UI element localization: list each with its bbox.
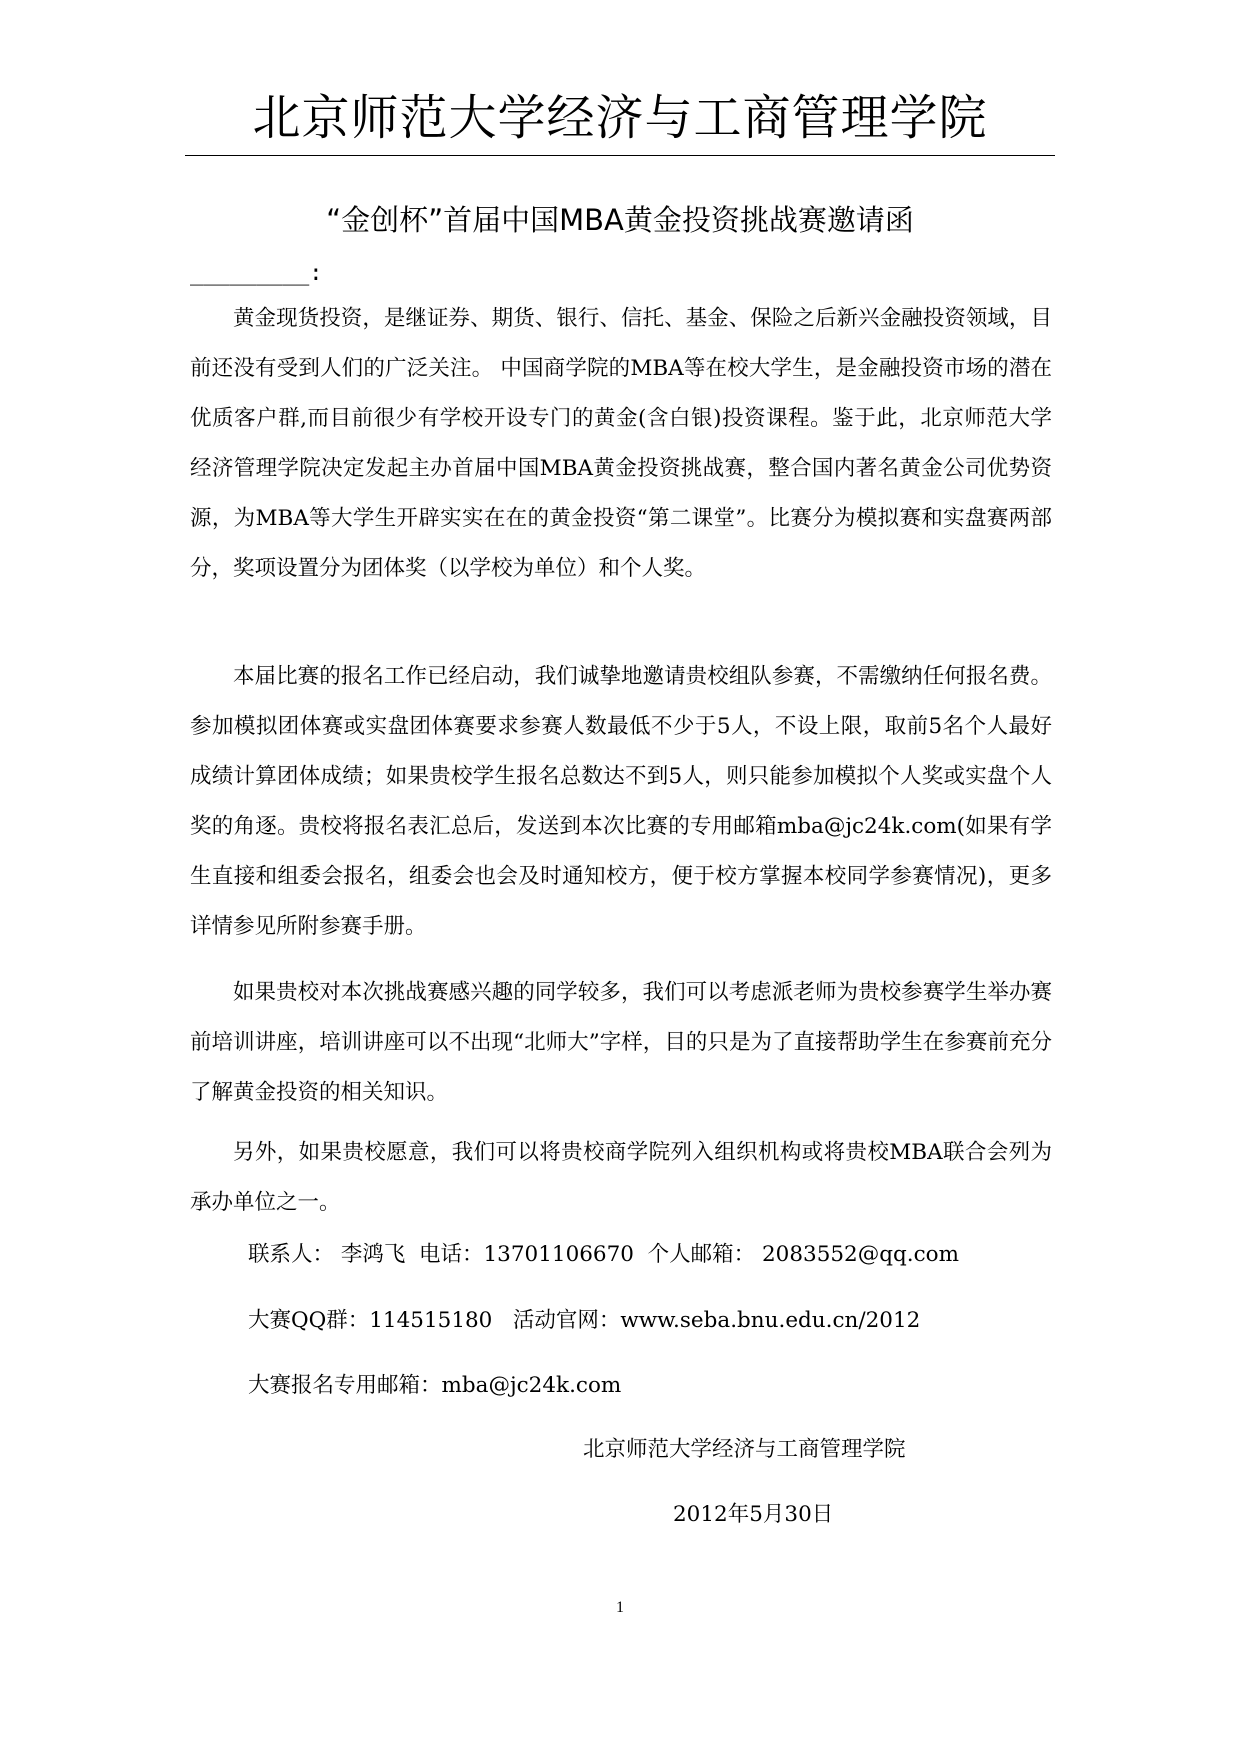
letterhead-divider xyxy=(185,155,1055,156)
page-number: 1 xyxy=(616,1599,624,1616)
paragraph-training: 如果贵校对本次挑战赛感兴趣的同学较多，我们可以考虑派老师为贵校参赛学生举办赛前培训讲座，培训讲座可以不出现“北师大”字样，目的只是为了直接帮助学生在参赛前充分了解黄金投资的相关知识。 xyxy=(190,980,1052,1105)
paragraph-introduction: 黄金现货投资，是继证券、期货、银行、信托、基金、保险之后新兴金融投资领域，目前还没有受到人们的广泛关注。 中国商学院的MBA等在校大学生，是金融投资市场的潜在优质客户群,而目前很少有学校开设专门的黄金(含白银)投资课程。鉴于此，北京师范大学经济管理学院决定发起主办首届中国MBA黄金投资挑战赛，整合国内著名黄金公司优势资源，为MBA等大学生开辟实实在在的黄金投资“第二课堂”。比赛分为模拟赛和实盘赛两部分，奖项设置分为团体奖（以学校为单位）和个人奖。 xyxy=(190,306,1052,581)
paragraph-registration: 本届比赛的报名工作已经启动，我们诚挚地邀请贵校组队参赛，不需缴纳任何报名费。参加模拟团体赛或实盘团体赛要求参赛人数最低不少于5人，不设上限，取前5名个人最好成绩计算团体成绩；如果贵校学生报名总数达不到5人，则只能参加模拟个人奖或实盘个人奖的角逐。贵校将报名表汇总后，发送到本次比赛的专用邮箱mba@jc24k.com(如果有学生直接和组委会报名，组委会也会及时通知校方，便于校方掌握本校同学参赛情况)，更多详情参见所附参赛手册。 xyxy=(190,664,1052,939)
document-title: “金创杯”首届中国MBA黄金投资挑战赛邀请函 xyxy=(326,203,914,237)
salutation-blank: _________: xyxy=(190,261,323,286)
paragraph-cooperation: 另外，如果贵校愿意，我们可以将贵校商学院列入组织机构或将贵校MBA联合会列为承办单位之一。 xyxy=(190,1140,1052,1215)
signature-institution: 北京师范大学经济与工商管理学院 xyxy=(583,1437,906,1462)
letterhead-title: 北京师范大学经济与工商管理学院 xyxy=(252,90,988,146)
contact-registration-email-line: 大赛报名专用邮箱：mba@jc24k.com xyxy=(248,1373,622,1398)
contact-person-line: 联系人： 李鸿飞 电话：13701106670 个人邮箱： 2083552@qq.com xyxy=(248,1242,959,1267)
signature-date: 2012年5月30日 xyxy=(673,1502,834,1527)
contact-qq-website-line: 大赛QQ群：114515180 活动官网：www.seba.bnu.edu.cn/2012 xyxy=(248,1308,921,1333)
